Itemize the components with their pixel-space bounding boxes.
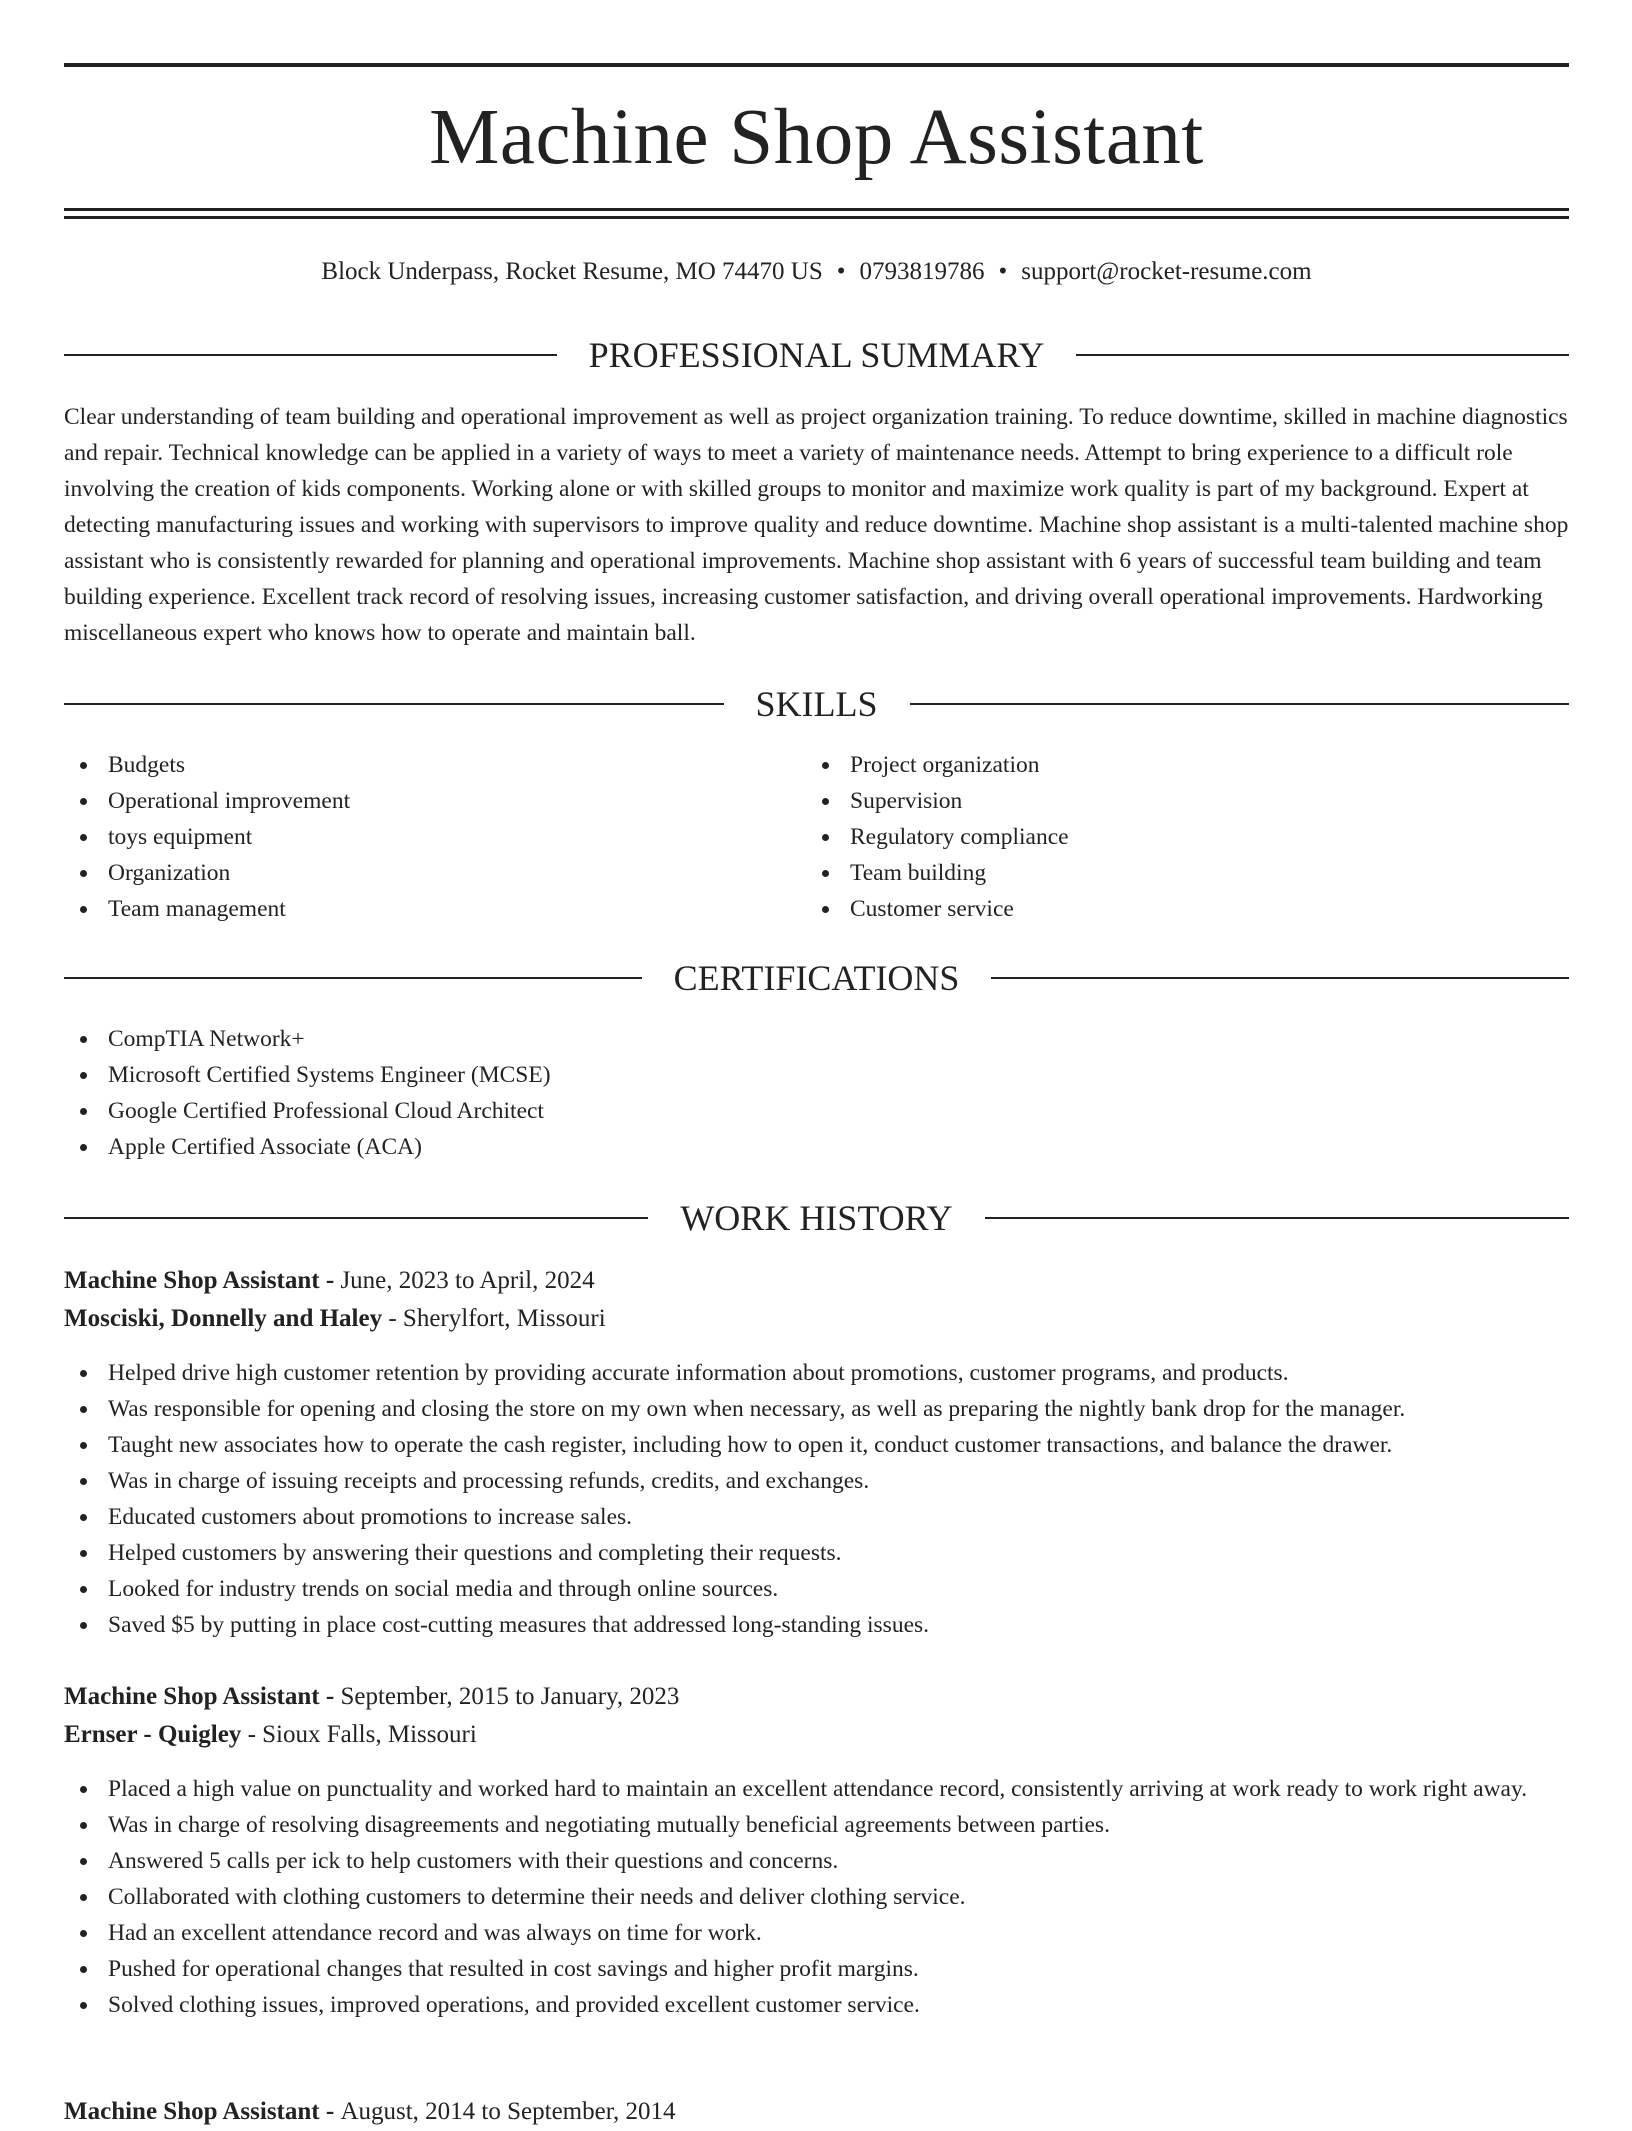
job-entry [64,1678,1569,1754]
certifications-block [64,1021,1569,1165]
contact-email: support@rocket-resume.com [1021,258,1312,285]
job-bullet-list [64,1771,1569,2023]
skills-right-column [806,747,1569,927]
job-title-line: Machine Shop Assistant - June, 2023 to April, 2024 [64,1267,595,1294]
header-double-rule-upper [64,208,1569,211]
heading-rule-right [910,703,1570,705]
certifications-heading-text: CERTIFICATIONS [673,958,960,998]
job-entry [64,1262,1569,1338]
job-title: Machine Shop Assistant [64,1683,320,1710]
skills-left-column [64,747,804,927]
skill-item: Organization [64,855,804,891]
skill-item: toys equipment [64,819,804,855]
contact-phone: 0793819786 [859,258,985,285]
resume-title: Machine Shop Assistant [429,94,1204,181]
contact-address: Block Underpass, Rocket Resume, MO 74470 US [321,258,823,285]
heading-rule-left [64,703,724,705]
job-bullet: Taught new associates how to operate the cash register, including how to open it, conduct customer transactions, and balance the drawer. [64,1427,1569,1463]
heading-rule-left [64,977,642,979]
contact-line [64,252,1569,292]
skill-item: Project organization [806,747,1569,783]
skills-right-list [806,747,1569,927]
certification-item: Microsoft Certified Systems Engineer (MCSE) [64,1057,1569,1093]
job-bullet: Placed a high value on punctuality and worked hard to maintain an excellent attendance record, consistently arriving at work ready to work right away. [64,1771,1569,1807]
heading-rule-left [64,354,557,356]
job-bullet: Educated customers about promotions to increase sales. [64,1499,1569,1535]
summary-heading-text: PROFESSIONAL SUMMARY [588,335,1045,375]
job-dates: August, 2014 to September, 2014 [340,2098,676,2125]
contact-separator: • [998,258,1008,285]
job-company: Mosciski, Donnelly and Haley [64,1305,383,1332]
skill-item: Customer service [806,891,1569,927]
skill-item: Budgets [64,747,804,783]
heading-rule-right [1076,354,1569,356]
job-bullet: Answered 5 calls per ick to help customers with their questions and concerns. [64,1843,1569,1879]
skills-heading [64,679,1569,729]
heading-rule-left [64,1217,648,1219]
skill-item: Team management [64,891,804,927]
job-bullet: Collaborated with clothing customers to determine their needs and deliver clothing service. [64,1879,1569,1915]
skills-heading-text: SKILLS [755,684,878,724]
job-title: Machine Shop Assistant [64,1267,320,1294]
work-history-heading-text: WORK HISTORY [680,1198,953,1238]
heading-rule-right [991,977,1569,979]
job-title-line: Machine Shop Assistant - August, 2014 to September, 2014 [64,2098,676,2125]
job-company: Ernser - Quigley [64,1721,242,1748]
job-bullet: Solved clothing issues, improved operations, and provided excellent customer service. [64,1987,1569,2023]
summary-text: Clear understanding of team building and operational improvement as well as project organization training. To reduce downtime, skilled in machine diagnostics and repair. Technical knowledge can be applied in a variety of ways to meet a variety of maintenance needs. Attempt to bring experience to a difficult role involving the creation of kids components. Working alone or with skilled groups to monitor and maximize work quality is part of my background. Expert at detecting manufacturing issues and working with supervisors to improve quality and reduce downtime. Machine shop assistant is a multi-talented machine shop assistant who is consistently rewarded for planning and operational improvements. Machine shop assistant with 6 years of successful team building and team building experience. Excellent track record of resolving issues, increasing customer satisfaction, and driving overall operational improvements. Hardworking miscellaneous expert who knows how to operate and maintain ball. [64,404,1569,646]
job-dates: June, 2023 to April, 2024 [340,1267,595,1294]
job-company-line: Mosciski, Donnelly and Haley - Sherylfort, Missouri [64,1305,606,1332]
work-history-heading [64,1193,1569,1243]
job-bullet-list [64,1355,1569,1643]
skill-item: Supervision [806,783,1569,819]
job-bullet: Saved $5 by putting in place cost-cutting measures that addressed long-standing issues. [64,1607,1569,1643]
certification-item: Apple Certified Associate (ACA) [64,1129,1569,1165]
certification-item: CompTIA Network+ [64,1021,1569,1057]
job-bullet: Had an excellent attendance record and was always on time for work. [64,1915,1569,1951]
job-bullets-block [64,1771,1569,2023]
contact-separator: • [836,258,846,285]
job-bullet: Helped customers by answering their questions and completing their requests. [64,1535,1569,1571]
job-bullet: Pushed for operational changes that resulted in cost savings and higher profit margins. [64,1951,1569,1987]
job-bullet: Was in charge of issuing receipts and processing refunds, credits, and exchanges. [64,1463,1569,1499]
job-location: Sherylfort, Missouri [402,1305,606,1332]
job-title-line: Machine Shop Assistant - September, 2015 to January, 2023 [64,1683,680,1710]
skill-item: Team building [806,855,1569,891]
job-location: Sioux Falls, Missouri [262,1721,477,1748]
job-bullet: Was in charge of resolving disagreements and negotiating mutually beneficial agreements between parties. [64,1807,1569,1843]
header-double-rule-lower [64,216,1569,219]
job-bullets-block [64,1355,1569,1643]
heading-rule-right [985,1217,1569,1219]
job-bullet: Helped drive high customer retention by providing accurate information about promotions, customer programs, and products. [64,1355,1569,1391]
header-top-rule [64,63,1569,67]
certifications-list [64,1021,1569,1165]
certification-item: Google Certified Professional Cloud Architect [64,1093,1569,1129]
skill-item: Regulatory compliance [806,819,1569,855]
job-bullet: Was responsible for opening and closing the store on my own when necessary, as well as preparing the nightly bank drop for the manager. [64,1391,1569,1427]
job-company-line: Ernser - Quigley - Sioux Falls, Missouri [64,1721,477,1748]
summary-heading [64,330,1569,380]
skills-left-list [64,747,804,927]
job-dates: September, 2015 to January, 2023 [340,1683,680,1710]
skill-item: Operational improvement [64,783,804,819]
job-entry [64,2093,1569,2131]
job-bullet: Looked for industry trends on social media and through online sources. [64,1571,1569,1607]
job-title: Machine Shop Assistant [64,2098,320,2125]
certifications-heading [64,953,1569,1003]
